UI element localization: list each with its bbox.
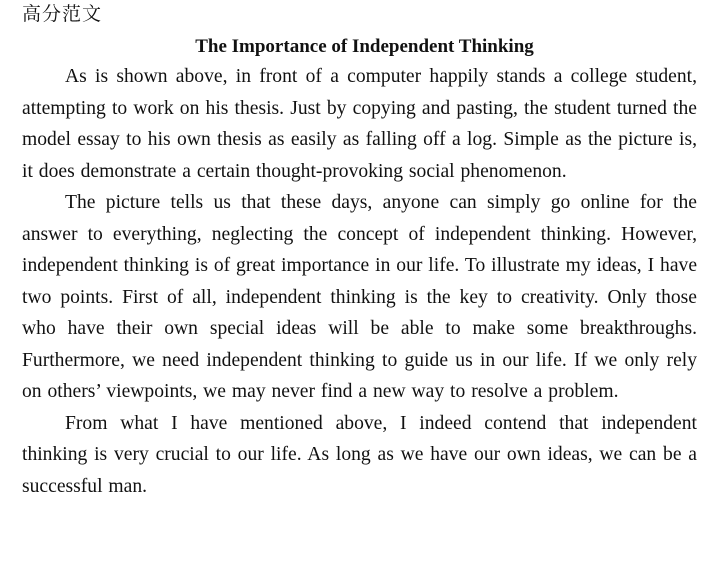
section-heading: 高分范文 bbox=[22, 3, 103, 25]
essay-title: The Importance of Independent Thinking bbox=[195, 36, 534, 57]
paragraph-3: From what I have mentioned above, I indeed contend that independent thinking is very crucial to our life. As long as we have our own ideas, we can be a successful man. bbox=[22, 412, 697, 497]
paragraph-2: The picture tells us that these days, anyone can simply go online for the answer to everything, neglecting the concept of independent thinking. However, independent thinking is of great importance in our life. To illustrate my ideas, I have two points. First of all, independent thinking is the key to creativity. Only those who have their own special ideas will be able to make some breakthroughs. Furthermore, we need independent thinking to guide us in our life. If we only rely on others’ viewpoints, we may never find a new way to resolve a problem. bbox=[22, 192, 698, 402]
paragraph-1: As is shown above, in front of a computer happily stands a college student, attempting to work on his thesis. Just by copying and pasting, the student turned the model essay to his own thesis as easily as falling off a log. Simple as the picture is, it does demonstrate a certain thought-provoking social phenomenon. bbox=[22, 66, 697, 182]
